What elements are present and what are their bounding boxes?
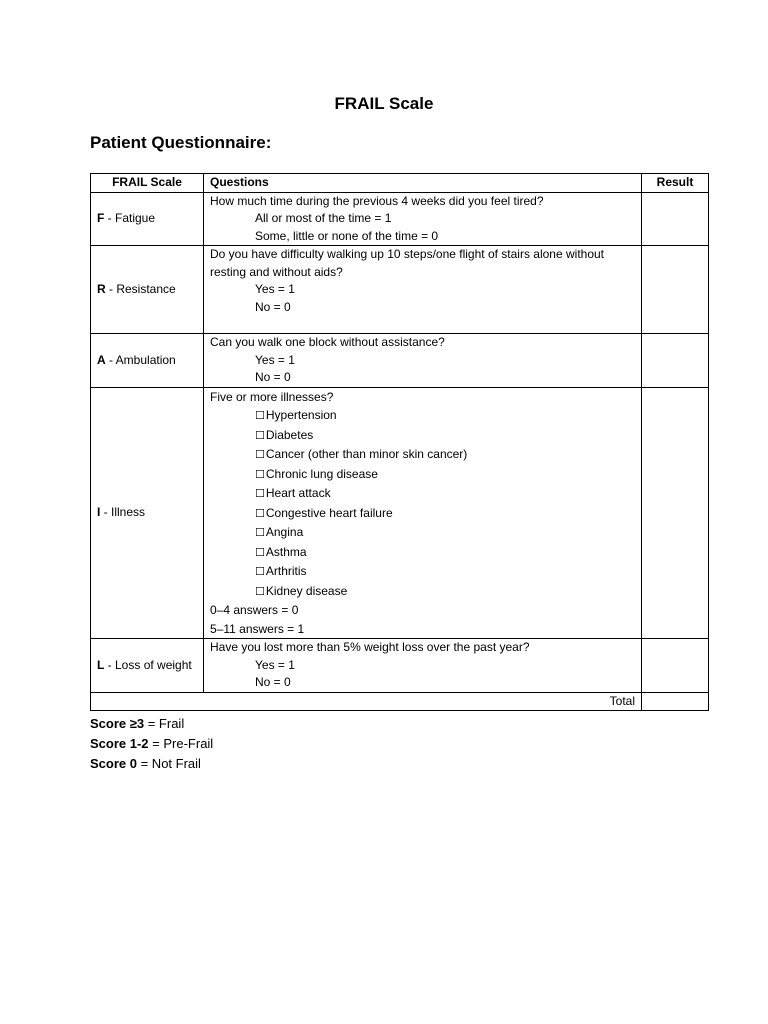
score-label: Score 1-2	[90, 736, 149, 751]
criterion-letter: R	[97, 281, 106, 296]
checkbox-asthma[interactable]: ☐ Asthma	[210, 543, 635, 563]
score-legend	[90, 714, 213, 774]
table-row-illness	[91, 387, 709, 639]
answer-option: Some, little or none of the time = 0	[255, 228, 439, 243]
table-header-row	[91, 174, 709, 193]
checkbox-arthritis[interactable]: ☐ Arthritis	[210, 562, 635, 582]
question-text: Can you walk one block without assistance?	[210, 335, 445, 349]
answer-option: All or most of the time = 1	[255, 211, 392, 225]
checkbox-kidney-disease[interactable]: ☐ Kidney disease	[210, 582, 635, 602]
checkbox-cancer[interactable]: ☐ Cancer (other than minor skin cancer)	[210, 445, 635, 465]
header-frail-scale: FRAIL Scale	[91, 174, 204, 193]
table-row-total	[91, 692, 709, 711]
score-label: Score ≥3	[90, 716, 145, 731]
table-row-ambulation	[91, 334, 709, 388]
checkbox-chronic-lung-disease[interactable]: ☐ Chronic lung disease	[210, 465, 635, 485]
score-text: = Frail	[144, 716, 185, 731]
criterion-letter: A	[97, 352, 106, 367]
result-cell[interactable]	[642, 639, 709, 693]
question-cell	[204, 246, 642, 334]
result-cell[interactable]	[642, 246, 709, 334]
criterion-letter: F	[97, 211, 105, 225]
question-cell	[204, 192, 642, 246]
result-cell[interactable]	[642, 387, 709, 639]
criterion-name: - Fatigue	[104, 211, 156, 225]
criterion-name: - Illness	[100, 505, 146, 519]
table-row-fatigue	[91, 192, 709, 246]
answer-option: No = 0	[255, 299, 291, 314]
scoring-rule: 0–4 answers = 0	[210, 603, 299, 617]
answer-option: Yes = 1	[255, 282, 295, 296]
question-text: Do you have difficulty walking up 10 steps/one flight of stairs alone without resting and without aids?	[210, 247, 605, 279]
score-line	[90, 754, 213, 774]
checkbox-diabetes[interactable]: ☐ Diabetes	[210, 426, 635, 446]
document-title: FRAIL Scale	[334, 94, 434, 113]
answer-option: No = 0	[255, 370, 291, 384]
result-cell[interactable]	[642, 334, 709, 388]
question-cell	[204, 639, 642, 693]
answer-option: No = 0	[255, 675, 291, 689]
criterion-letter: I	[97, 505, 101, 519]
score-line	[90, 734, 213, 754]
table-row-resistance	[91, 246, 709, 334]
criterion-cell	[91, 246, 204, 334]
question-text: How much time during the previous 4 weeks did you feel tired?	[210, 193, 544, 208]
criterion-name: - Resistance	[105, 281, 176, 296]
total-result-cell[interactable]	[642, 692, 709, 711]
checkbox-congestive-heart-failure[interactable]: ☐ Congestive heart failure	[210, 504, 635, 524]
answer-option: Yes = 1	[255, 657, 295, 672]
checkbox-heart-attack[interactable]: ☐ Heart attack	[210, 484, 635, 504]
header-result: Result	[642, 174, 709, 193]
frail-table	[90, 173, 709, 711]
score-label: Score 0	[90, 756, 137, 771]
criterion-cell	[91, 192, 204, 246]
checkbox-angina[interactable]: ☐ Angina	[210, 523, 635, 543]
checkbox-hypertension[interactable]: ☐ Hypertension	[210, 406, 635, 426]
criterion-cell	[91, 334, 204, 388]
criterion-letter: L	[97, 657, 105, 672]
criterion-name: - Ambulation	[105, 352, 176, 367]
result-cell[interactable]	[642, 192, 709, 246]
section-heading: Patient Questionnaire:	[90, 133, 272, 152]
question-cell	[204, 387, 642, 639]
question-cell	[204, 334, 642, 388]
total-label: Total	[91, 692, 642, 711]
header-questions: Questions	[204, 174, 642, 193]
criterion-cell	[91, 387, 204, 639]
score-text: = Not Frail	[136, 756, 201, 771]
table-row-loss-of-weight	[91, 639, 709, 693]
score-text: = Pre-Frail	[148, 736, 214, 751]
question-text: Have you lost more than 5% weight loss over the past year?	[210, 640, 530, 654]
scoring-rule: 5–11 answers = 1	[210, 621, 305, 636]
question-text: Five or more illnesses?	[210, 389, 334, 404]
criterion-name: - Loss of weight	[104, 657, 192, 672]
score-line	[90, 714, 213, 734]
answer-option: Yes = 1	[255, 352, 295, 367]
criterion-cell	[91, 639, 204, 693]
